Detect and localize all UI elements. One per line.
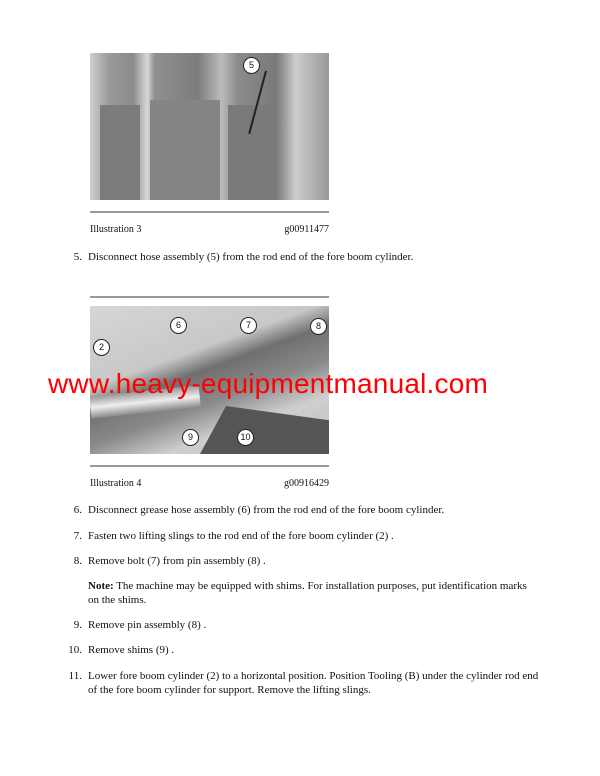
note <box>88 579 538 607</box>
callout-10: 10 <box>237 429 254 446</box>
step-number: 8. <box>73 555 82 567</box>
step-7 <box>60 529 540 543</box>
step-10 <box>60 643 540 657</box>
divider <box>90 211 329 213</box>
illustration-code: g00911477 <box>284 224 329 235</box>
step-8 <box>60 554 540 568</box>
step-number: 9. <box>73 619 82 631</box>
divider <box>90 465 329 467</box>
step-text: Remove shims (9) . <box>88 644 175 656</box>
callout-2: 2 <box>93 339 110 356</box>
step-number: 7. <box>73 530 82 542</box>
divider <box>90 296 329 298</box>
note-text: The machine may be equipped with shims. For installation purposes, put identification marks on the shims. <box>88 580 527 606</box>
callout-5: 5 <box>243 57 260 74</box>
callout-8: 8 <box>310 318 327 335</box>
step-9 <box>60 618 540 632</box>
illustration-4-caption <box>90 478 329 489</box>
step-11 <box>60 669 540 697</box>
step-text: Disconnect grease hose assembly (6) from the rod end of the fore boom cylinder. <box>88 504 445 516</box>
step-number: 10. <box>68 644 82 656</box>
step-6 <box>60 503 540 517</box>
step-text: Lower fore boom cylinder (2) to a horizontal position. Position Tooling (B) under the cylinder rod end of the fore boom cylinder for support. Remove the lifting slings. <box>88 670 539 696</box>
step-5 <box>60 250 540 264</box>
callout-6: 6 <box>170 317 187 334</box>
step-text: Fasten two lifting slings to the rod end of the fore boom cylinder (2) . <box>88 530 394 542</box>
illustration-label: Illustration 4 <box>90 478 142 489</box>
note-label: Note: <box>88 580 114 592</box>
step-text: Disconnect hose assembly (5) from the rod end of the fore boom cylinder. <box>88 251 414 263</box>
illustration-3-photo <box>90 53 329 200</box>
illustration-3-caption <box>90 224 329 235</box>
step-number: 5. <box>73 251 82 263</box>
step-number: 6. <box>73 504 82 516</box>
illustration-label: Illustration 3 <box>90 224 142 235</box>
callout-7: 7 <box>240 317 257 334</box>
watermark[interactable]: www.heavy-equipmentmanual.com <box>48 368 489 399</box>
callout-9: 9 <box>182 429 199 446</box>
step-text: Remove bolt (7) from pin assembly (8) . <box>88 555 266 567</box>
step-text: Remove pin assembly (8) . <box>88 619 207 631</box>
illustration-code: g00916429 <box>284 478 329 489</box>
step-number: 11. <box>68 670 82 682</box>
